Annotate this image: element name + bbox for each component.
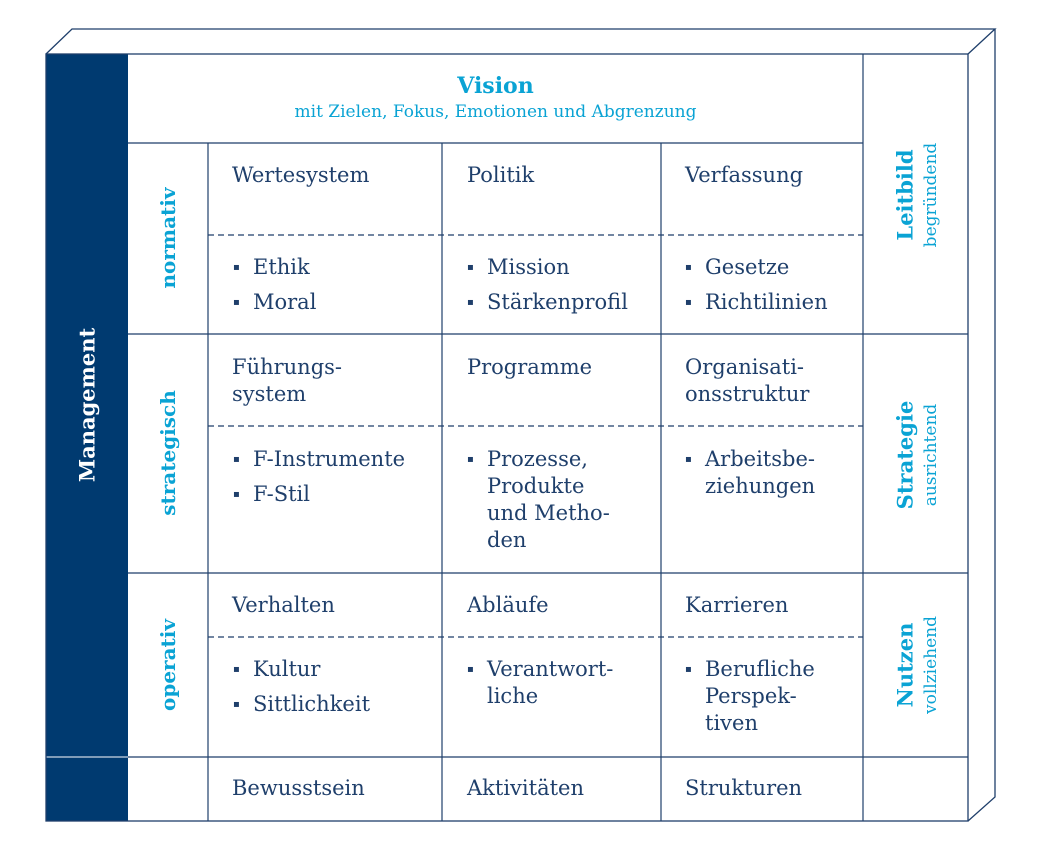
box-right-face bbox=[968, 29, 995, 821]
bullet-kultur: ▪ Kultur bbox=[253, 656, 320, 683]
cell-verfassung: Verfassung bbox=[685, 163, 804, 187]
cell-fuehrungssystem: Führungs- system bbox=[232, 355, 343, 406]
bullet-staerkenprofil: ▪ Stärkenprofil bbox=[487, 289, 628, 316]
right-label-nutzen: Nutzen bbox=[892, 622, 918, 708]
row-label-normativ: normativ bbox=[156, 187, 180, 289]
cell-wertesystem: Wertesystem bbox=[232, 163, 370, 187]
bullet-sittlichkeit: ▪ Sittlichkeit bbox=[253, 691, 370, 718]
right-sub-begruendend: begründend bbox=[921, 142, 941, 248]
cell-ablaeufe: Abläufe bbox=[467, 593, 549, 617]
bullet-gesetze: ▪ Gesetze bbox=[705, 254, 789, 281]
bullet-richtilinien: ▪ Richtilinien bbox=[705, 289, 828, 316]
management-bar-bottom bbox=[46, 757, 128, 821]
right-label-leitbild: Leitbild bbox=[892, 149, 918, 241]
cell-verhalten: Verhalten bbox=[232, 593, 335, 617]
management-label: Management bbox=[74, 327, 100, 483]
bullet-f-instrumente: ▪ F-Instrumente bbox=[253, 446, 405, 473]
row-label-strategisch: strategisch bbox=[156, 390, 180, 516]
cell-bewusstsein: Bewusstsein bbox=[232, 776, 365, 800]
bullet-mission: ▪ Mission bbox=[487, 254, 570, 281]
bullet-f-stil: ▪ F-Stil bbox=[253, 481, 310, 508]
cell-karrieren: Karrieren bbox=[685, 593, 789, 617]
bullet-moral: ▪ Moral bbox=[253, 289, 316, 316]
cell-aktivitaeten: Aktivitäten bbox=[467, 776, 584, 800]
bullet-berufliche-perspektiven: ▪ Berufliche Perspek- tiven bbox=[705, 656, 815, 737]
right-sub-ausrichtend: ausrichtend bbox=[921, 403, 941, 507]
bullet-verantwortliche: ▪ Verantwort- liche bbox=[487, 656, 613, 710]
bullet-prozesse: ▪ Prozesse, Produkte und Metho- den bbox=[487, 446, 610, 554]
right-sub-vollziehend: vollziehend bbox=[921, 615, 941, 715]
cell-programme: Programme bbox=[467, 355, 593, 379]
cell-strukturen: Strukturen bbox=[685, 776, 803, 800]
bullet-arbeitsbeziehungen: ▪ Arbeitsbe- ziehungen bbox=[705, 446, 815, 500]
bullet-ethik: ▪ Ethik bbox=[253, 254, 310, 281]
box-top-face bbox=[46, 29, 995, 54]
cell-politik: Politik bbox=[467, 163, 535, 187]
row-label-operativ: operativ bbox=[156, 618, 180, 712]
vision-subtitle: mit Zielen, Fokus, Emotionen und Abgrenzung bbox=[294, 102, 697, 122]
cell-organisationsstruktur: Organisati- onsstruktur bbox=[685, 355, 810, 406]
right-label-strategie: Strategie bbox=[892, 400, 918, 510]
vision-title: Vision bbox=[457, 73, 534, 99]
